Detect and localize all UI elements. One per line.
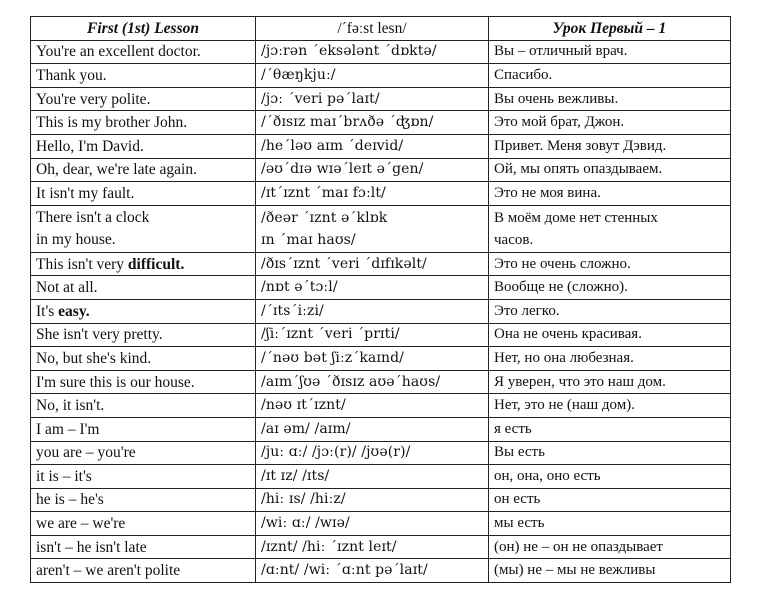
english-cell: You're an excellent doctor. [31,40,256,64]
russian-cell: (он) не – он не опаздывает [489,535,731,559]
english-cell [31,205,256,252]
table-row [31,323,731,347]
phonetic-cell: /ˊnəʊ bət ʃiːzˊkaɪnd/ [256,347,489,371]
table-row [31,205,731,252]
russian-cell: я есть [489,417,731,441]
phonetic-cell: /ʃiːˊɪznt ˊveri ˊprɪti/ [256,323,489,347]
table-row [31,276,731,300]
phonetic-cell: /ðɪsˊɪznt ˊveri ˊdɪfɪkəlt/ [256,252,489,276]
table-row [31,370,731,394]
english-cell [31,252,256,276]
english-cell: he is – he's [31,488,256,512]
english-cell: you are – you're [31,441,256,465]
table-row [31,40,731,64]
russian-cell [489,205,731,252]
phonetic-cell: /ɪt ɪz/ /ɪts/ [256,465,489,489]
english-line: There isn't a clock [36,208,150,226]
table-row [31,158,731,182]
english-cell: You're very polite. [31,87,256,111]
english-cell: isn't – he isn't late [31,535,256,559]
phonetic-cell: /ɪtˊɪznt ˊmaɪ fɔːlt/ [256,182,489,206]
russian-cell: Нет, но она любезная. [489,347,731,371]
english-cell: It isn't my fault. [31,182,256,206]
lesson-table [30,16,731,583]
english-cell: it is – it's [31,465,256,489]
russian-cell: Она не очень красивая. [489,323,731,347]
russian-cell: Нет, это не (наш дом). [489,394,731,418]
bold-word: easy. [58,302,90,320]
russian-line: В моём доме нет стенных [494,209,658,226]
header-russian: Урок Первый – 1 [489,17,731,41]
phonetic-line: /ðeər ˊɪznt əˊklɒk [261,209,388,226]
english-cell: Hello, I'm David. [31,134,256,158]
table-row [31,559,731,583]
english-cell: This is my brother John. [31,111,256,135]
phonetic-cell: /aɪ əm/ /aɪm/ [256,417,489,441]
english-cell: Oh, dear, we're late again. [31,158,256,182]
phonetic-cell: /ˊðɪsɪz maɪˊbrʌðə ˊʤɒn/ [256,111,489,135]
russian-cell: Это не моя вина. [489,182,731,206]
russian-line: часов. [494,231,534,248]
english-cell: No, but she's kind. [31,347,256,371]
phonetic-cell: /hiː ɪs/ /hiːz/ [256,488,489,512]
russian-cell: он, она, оно есть [489,465,731,489]
table-row [31,111,731,135]
english-cell: Not at all. [31,276,256,300]
english-cell: aren't – we aren't polite [31,559,256,583]
english-cell: we are – we're [31,512,256,536]
russian-cell: Это не очень сложно. [489,252,731,276]
table-row [31,299,731,323]
russian-cell: Я уверен, что это наш дом. [489,370,731,394]
table-row [31,87,731,111]
russian-cell: Вы есть [489,441,731,465]
russian-cell: он есть [489,488,731,512]
phonetic-cell: /ˊɪtsˊiːzi/ [256,299,489,323]
english-cell: I'm sure this is our house. [31,370,256,394]
phonetic-cell: /nəʊ ɪtˊɪznt/ [256,394,489,418]
table-row [31,488,731,512]
phonetic-cell: /ɑːnt/ /wiː ˊɑːnt pəˊlaɪt/ [256,559,489,583]
phonetic-cell: /ˊθæŋkjuː/ [256,64,489,88]
english-cell: I am – I'm [31,417,256,441]
header-row [31,17,731,41]
table-row [31,512,731,536]
table-row [31,535,731,559]
phonetic-cell: /nɒt əˊtɔːl/ [256,276,489,300]
phonetic-cell: /jɔːrən ˊeksələnt ˊdɒktə/ [256,40,489,64]
russian-cell: Вы очень вежливы. [489,87,731,111]
russian-cell: Привет. Меня зовут Дэвид. [489,134,731,158]
table-row [31,465,731,489]
english-cell: No, it isn't. [31,394,256,418]
english-text: This isn't very [36,255,128,273]
table-row [31,441,731,465]
russian-cell: Ой, мы опять опаздываем. [489,158,731,182]
table-row [31,252,731,276]
phonetic-cell [256,205,489,252]
lesson-sheet [30,16,730,583]
english-text: It's [36,302,59,320]
table-row [31,134,731,158]
phonetic-cell: /əʊˊdɪə wɪəˊleɪt əˊgen/ [256,158,489,182]
russian-cell: Вообще не (сложно). [489,276,731,300]
phonetic-cell: /aɪmˊʃʊə ˊðɪsɪz aʊəˊhaʊs/ [256,370,489,394]
phonetic-cell: /heˊləʊ aɪm ˊdeɪvid/ [256,134,489,158]
table-row [31,182,731,206]
phonetic-cell: /juː ɑː/ /jɔː(r)/ /jʊə(r)/ [256,441,489,465]
bold-word: difficult. [127,255,185,273]
table-row [31,64,731,88]
header-phonetic: /ˊfəːst lesn/ [256,17,489,41]
english-line: in my house. [36,230,116,248]
english-cell: Thank you. [31,64,256,88]
russian-cell: Это мой брат, Джон. [489,111,731,135]
russian-cell: мы есть [489,512,731,536]
english-cell [31,299,256,323]
phonetic-line: ɪn ˊmaɪ haʊs/ [261,231,356,248]
english-cell: She isn't very pretty. [31,323,256,347]
table-row [31,347,731,371]
phonetic-cell: /ɪznt/ /hiː ˊɪznt leɪt/ [256,535,489,559]
phonetic-cell: /wiː ɑː/ /wɪə/ [256,512,489,536]
table-row [31,394,731,418]
phonetic-cell: /jɔː ˊveri pəˊlaɪt/ [256,87,489,111]
russian-cell: (мы) не – мы не вежливы [489,559,731,583]
russian-cell: Вы – отличный врач. [489,40,731,64]
header-english: First (1st) Lesson [31,17,256,41]
russian-cell: Это легко. [489,299,731,323]
table-row [31,417,731,441]
russian-cell: Спасибо. [489,64,731,88]
